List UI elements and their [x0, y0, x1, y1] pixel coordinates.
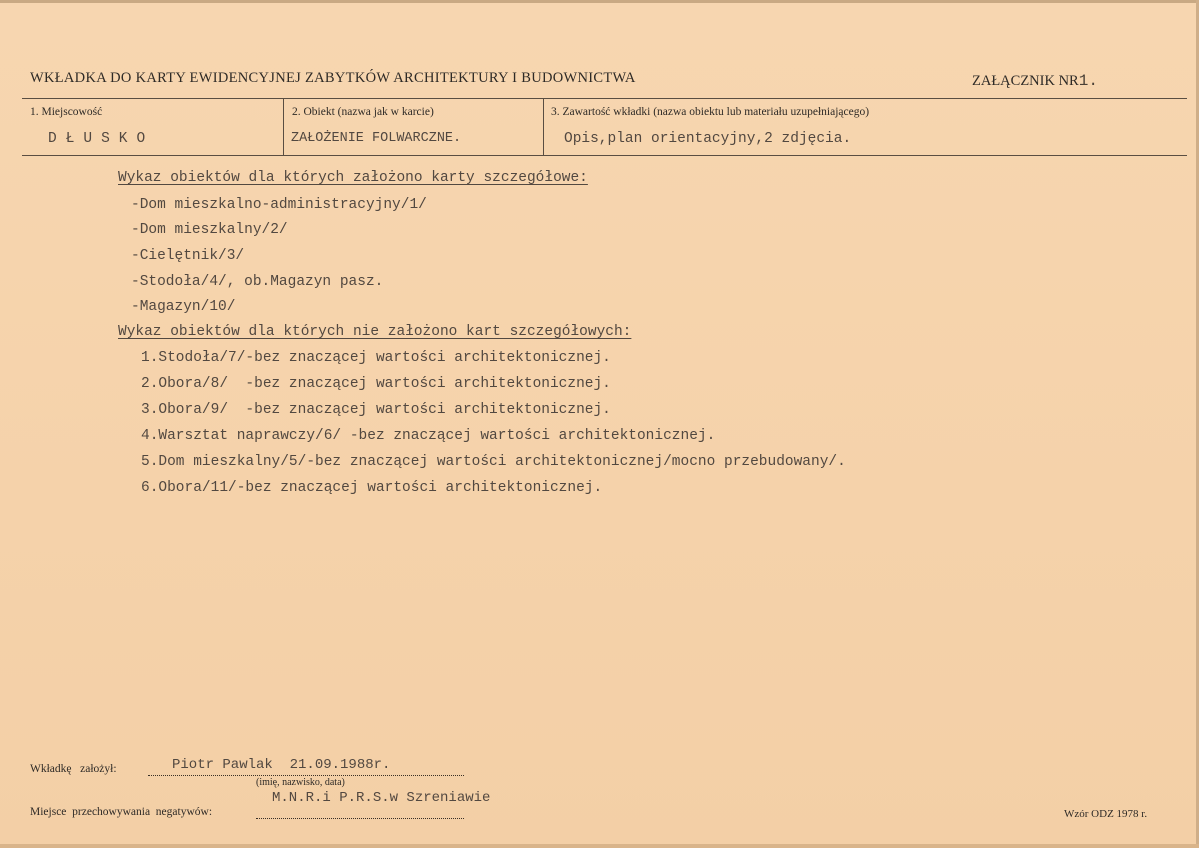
attachment-number-value: 1. — [1078, 72, 1098, 90]
list-item: -Dom mieszkalny/2/ — [131, 222, 288, 238]
locality-label: 1. Miejscowość — [30, 106, 103, 118]
author-label: Wkładkę założył: — [30, 763, 117, 775]
table-divider-2 — [543, 98, 544, 155]
locality-value: DŁUSKO — [48, 131, 155, 147]
list-item: 2.Obora/8/ -bez znaczącej wartości architektonicznej. — [141, 376, 611, 392]
list-with-cards-heading: Wykaz obiektów dla których założono karty szczegółowe: — [118, 170, 588, 186]
author-value: Piotr Pawlak 21.09.1988r. — [172, 757, 391, 773]
object-label: 2. Obiekt (nazwa jak w karcie) — [292, 106, 434, 118]
author-dotted-line — [148, 775, 464, 776]
list-item: 5.Dom mieszkalny/5/-bez znaczącej wartości architektonicznej/mocno przebudowany/. — [141, 454, 846, 470]
list-item: 1.Stodoła/7/-bez znaczącej wartości architektonicznej. — [141, 350, 611, 366]
attachment-label: ZAŁĄCZNIK NR — [972, 73, 1079, 89]
content-value: Opis,plan orientacyjny,2 zdjęcia. — [564, 131, 852, 147]
object-value: ZAŁOŻENIE FOLWARCZNE. — [291, 131, 462, 146]
author-hint: (imię, nazwisko, data) — [256, 777, 345, 788]
negatives-dotted-line — [256, 818, 464, 819]
card-edge-bottom — [0, 844, 1199, 848]
content-label: 3. Zawartość wkładki (nazwa obiektu lub materiału uzupełniającego) — [551, 106, 870, 118]
table-divider-1 — [283, 98, 284, 155]
card-title: WKŁADKA DO KARTY EWIDENCYJNEJ ZABYTKÓW ARCHITEKTURY I BUDOWNICTWA — [30, 70, 636, 86]
list-item: 4.Warsztat naprawczy/6/ -bez znaczącej wartości architektonicznej. — [141, 428, 716, 444]
card-edge-top — [0, 0, 1199, 3]
negatives-label: Miejsce przechowywania negatywów: — [30, 806, 213, 818]
list-item: -Magazyn/10/ — [131, 299, 236, 315]
list-item: -Cielętnik/3/ — [131, 248, 245, 264]
list-item: -Stodoła/4/, ob.Magazyn pasz. — [131, 274, 384, 290]
list-item: 6.Obora/11/-bez znaczącej wartości architektonicznej. — [141, 480, 603, 496]
form-id: Wzór ODZ 1978 r. — [1064, 808, 1148, 820]
list-item: -Dom mieszkalno-administracyjny/1/ — [131, 197, 427, 213]
list-without-cards-heading: Wykaz obiektów dla których nie założono kart szczegółowych: — [118, 324, 632, 340]
attachment-number — [972, 72, 1098, 90]
table-top-line — [22, 98, 1187, 99]
table-bottom-line — [22, 155, 1187, 156]
list-item: 3.Obora/9/ -bez znaczącej wartości architektonicznej. — [141, 402, 611, 418]
negatives-value: M.N.R.i P.R.S.w Szreniawie — [272, 790, 491, 806]
